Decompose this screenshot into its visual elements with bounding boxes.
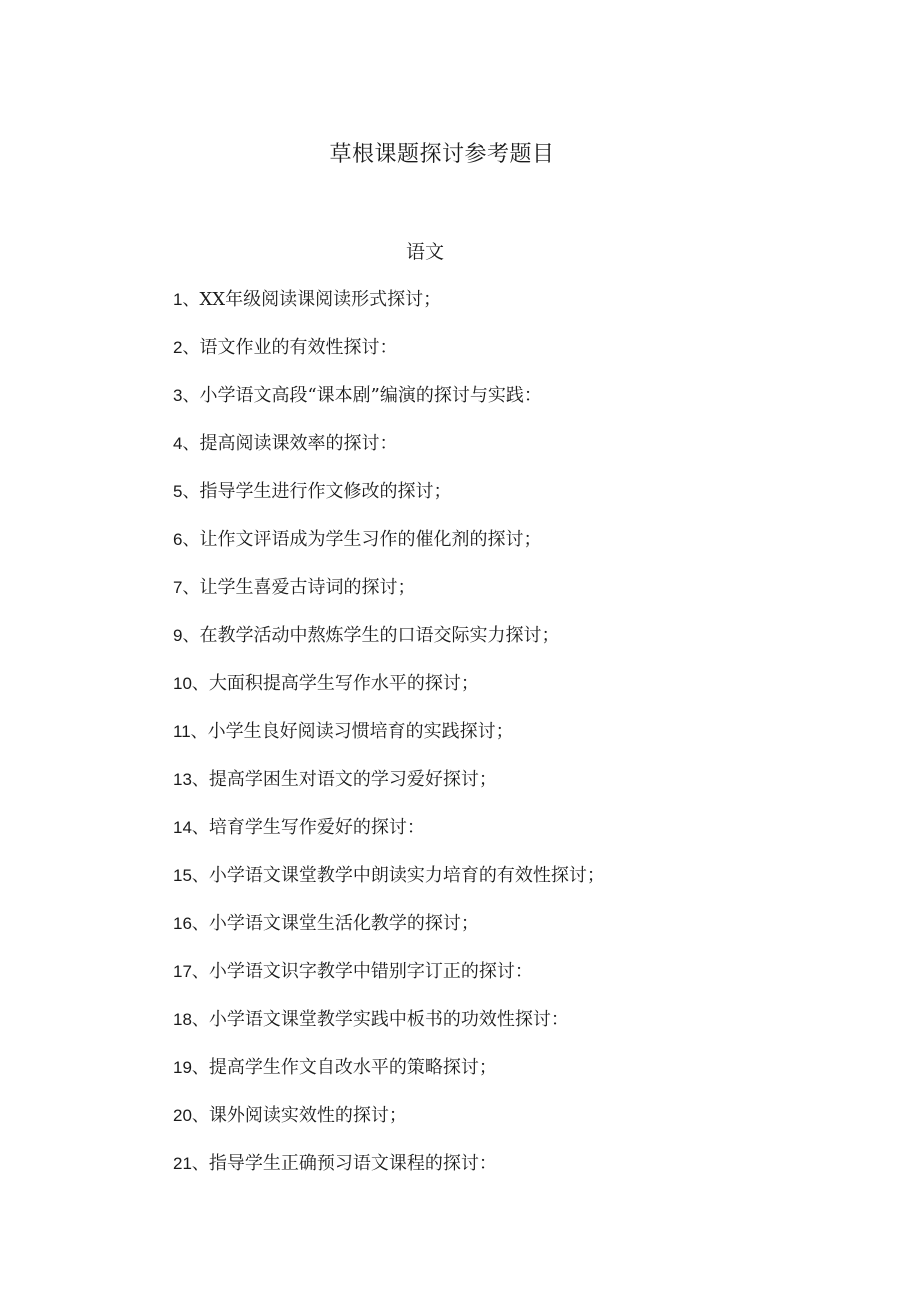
list-item	[173, 908, 873, 956]
topic-text: 指导学生正确预习语文课程的探讨：	[208, 1153, 497, 1174]
topic-text: 大面积提高学生写作水平的探讨；	[208, 673, 479, 694]
list-item	[173, 620, 873, 668]
topic-text: 在教学活动中熬炼学生的口语交际实力探讨；	[199, 625, 560, 646]
topic-number: 13、	[173, 770, 209, 789]
topic-number: 2、	[173, 338, 200, 357]
topic-text: 小学生良好阅读习惯培育的实践探讨；	[207, 721, 514, 742]
topic-number: 18、	[173, 1010, 209, 1029]
list-item	[173, 956, 873, 1004]
list-item	[173, 668, 873, 716]
topic-text: 提高学生作文自改水平的策略探讨；	[208, 1057, 497, 1078]
topic-number: 3、	[173, 386, 200, 405]
list-item	[173, 332, 873, 380]
list-item	[173, 284, 873, 332]
topic-text: 语文作业的有效性探讨：	[199, 337, 398, 358]
topic-number: 15、	[173, 866, 209, 885]
topic-text: 指导学生进行作文修改的探讨；	[199, 481, 452, 502]
list-item	[173, 1100, 873, 1148]
topic-text: 课外阅读实效性的探讨；	[208, 1105, 407, 1126]
list-item	[173, 1148, 873, 1196]
topic-number: 6、	[173, 530, 200, 549]
topic-text: XX年级阅读课阅读形式探讨；	[199, 289, 442, 310]
topic-text: 小学语文识字教学中错别字订正的探讨：	[208, 961, 533, 982]
topic-text: 提高学困生对语文的学习爱好探讨；	[208, 769, 497, 790]
topic-number: 10、	[173, 674, 209, 693]
topic-number: 1、	[173, 290, 200, 309]
document-title: 草根课题探讨参考题目	[329, 142, 555, 167]
topic-number: 21、	[173, 1154, 209, 1173]
list-item	[173, 380, 873, 428]
topic-number: 4、	[173, 434, 200, 453]
topic-number: 17、	[173, 962, 209, 981]
topic-number: 16、	[173, 914, 209, 933]
topic-number: 14、	[173, 818, 209, 837]
topic-list	[173, 284, 873, 1196]
topic-text: 小学语文课堂教学实践中板书的功效性探讨：	[208, 1009, 569, 1030]
topic-text: 提高阅读课效率的探讨：	[199, 433, 398, 454]
topic-number: 7、	[173, 578, 200, 597]
list-item	[173, 524, 873, 572]
topic-text: 小学语文课堂生活化教学的探讨；	[208, 913, 479, 934]
topic-number: 5、	[173, 482, 200, 501]
topic-number: 9、	[173, 626, 200, 645]
topic-number: 11、	[173, 722, 208, 741]
list-item	[173, 1052, 873, 1100]
topic-number: 20、	[173, 1106, 209, 1125]
list-item	[173, 812, 873, 860]
list-item	[173, 572, 873, 620]
list-item	[173, 860, 873, 908]
topic-number: 19、	[173, 1058, 209, 1077]
topic-text: 小学语文课堂教学中朗读实力培育的有效性探讨；	[208, 865, 605, 886]
list-item	[173, 428, 873, 476]
section-heading: 语文	[405, 241, 444, 263]
topic-text: 小学语文高段“课本剧”编演的探讨与实践：	[199, 385, 542, 406]
list-item	[173, 1004, 873, 1052]
list-item	[173, 716, 873, 764]
list-item	[173, 476, 873, 524]
topic-text: 让学生喜爱古诗词的探讨；	[199, 577, 416, 598]
topic-text: 让作文评语成为学生习作的催化剂的探讨；	[199, 529, 542, 550]
list-item	[173, 764, 873, 812]
topic-text: 培育学生写作爱好的探讨：	[208, 817, 425, 838]
